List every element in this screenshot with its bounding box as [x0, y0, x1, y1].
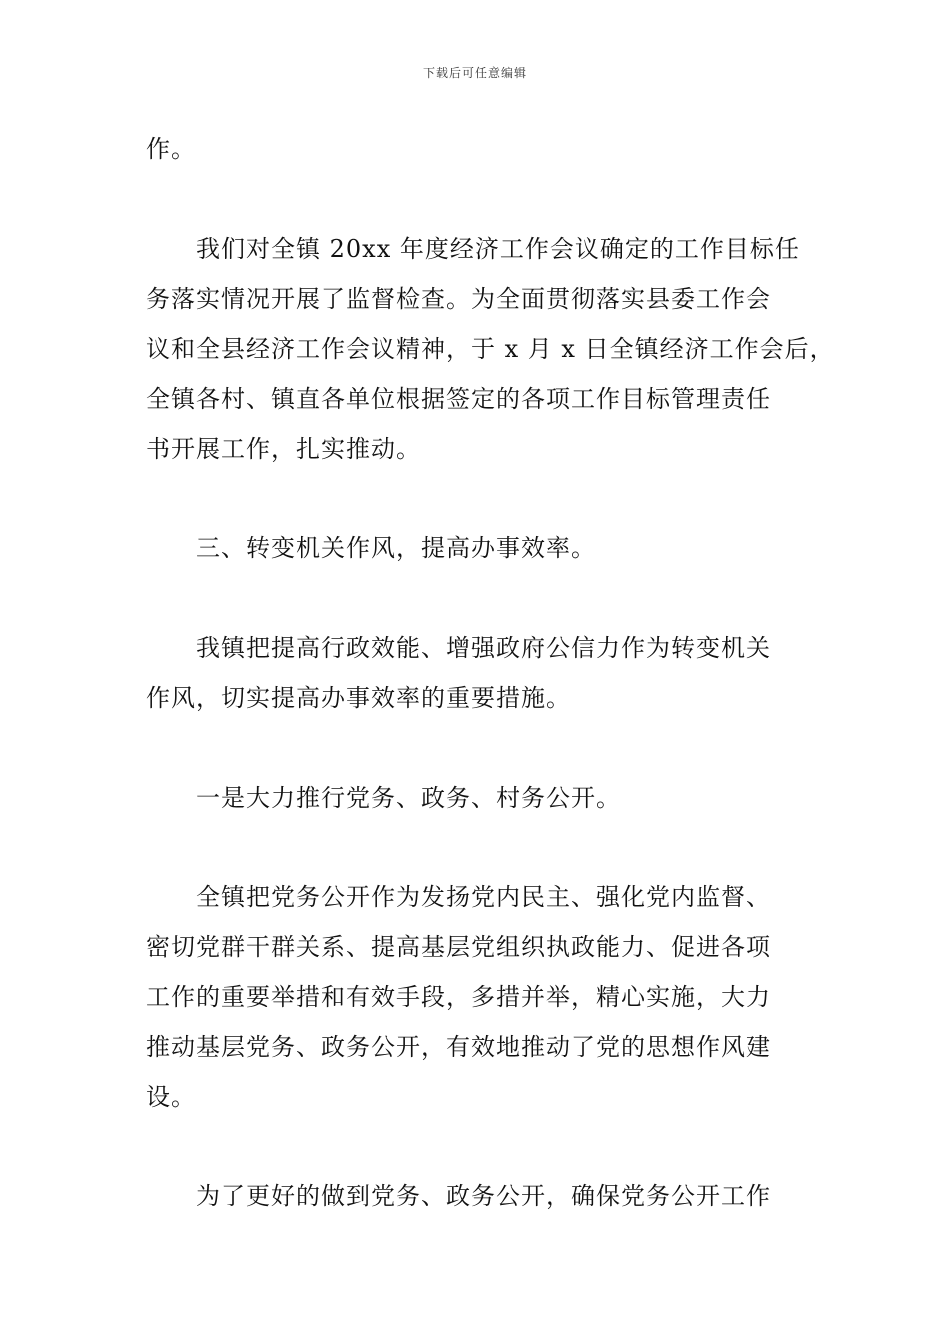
text-line: 务落实情况开展了监督检查。为全面贯彻落实县委工作会 [146, 285, 771, 313]
paragraph-start-line: 我们对全镇 20xx 年度经济工作会议确定的工作目标任 [196, 235, 800, 263]
text-line: 作。 [146, 135, 196, 163]
text-line: 议和全县经济工作会议精神，于 x 月 x 日全镇经济工作会后， [146, 335, 835, 363]
text-line: 工作的重要举措和有效手段，多措并举，精心实施，大力 [146, 983, 771, 1011]
section-heading: 三、转变机关作风，提高办事效率。 [196, 534, 596, 562]
paragraph-start-line: 全镇把党务公开作为发扬党内民主、强化党内监督、 [196, 883, 771, 911]
text-line: 书开展工作，扎实推动。 [146, 435, 421, 463]
subheading-line: 一是大力推行党务、政务、村务公开。 [196, 784, 621, 812]
paragraph-start-line: 我镇把提高行政效能、增强政府公信力作为转变机关 [196, 634, 771, 662]
text-line: 设。 [146, 1083, 196, 1111]
paragraph-start-line: 为了更好的做到党务、政务公开，确保党务公开工作 [196, 1182, 771, 1210]
text-line: 密切党群干群关系、提高基层党组织执政能力、促进各项 [146, 933, 771, 961]
text-line: 作风，切实提高办事效率的重要措施。 [146, 684, 571, 712]
text-line: 推动基层党务、政务公开，有效地推动了党的思想作风建 [146, 1033, 771, 1061]
page-header: 下载后可任意编辑 [422, 66, 527, 80]
text-line: 全镇各村、镇直各单位根据签定的各项工作目标管理责任 [146, 385, 771, 413]
